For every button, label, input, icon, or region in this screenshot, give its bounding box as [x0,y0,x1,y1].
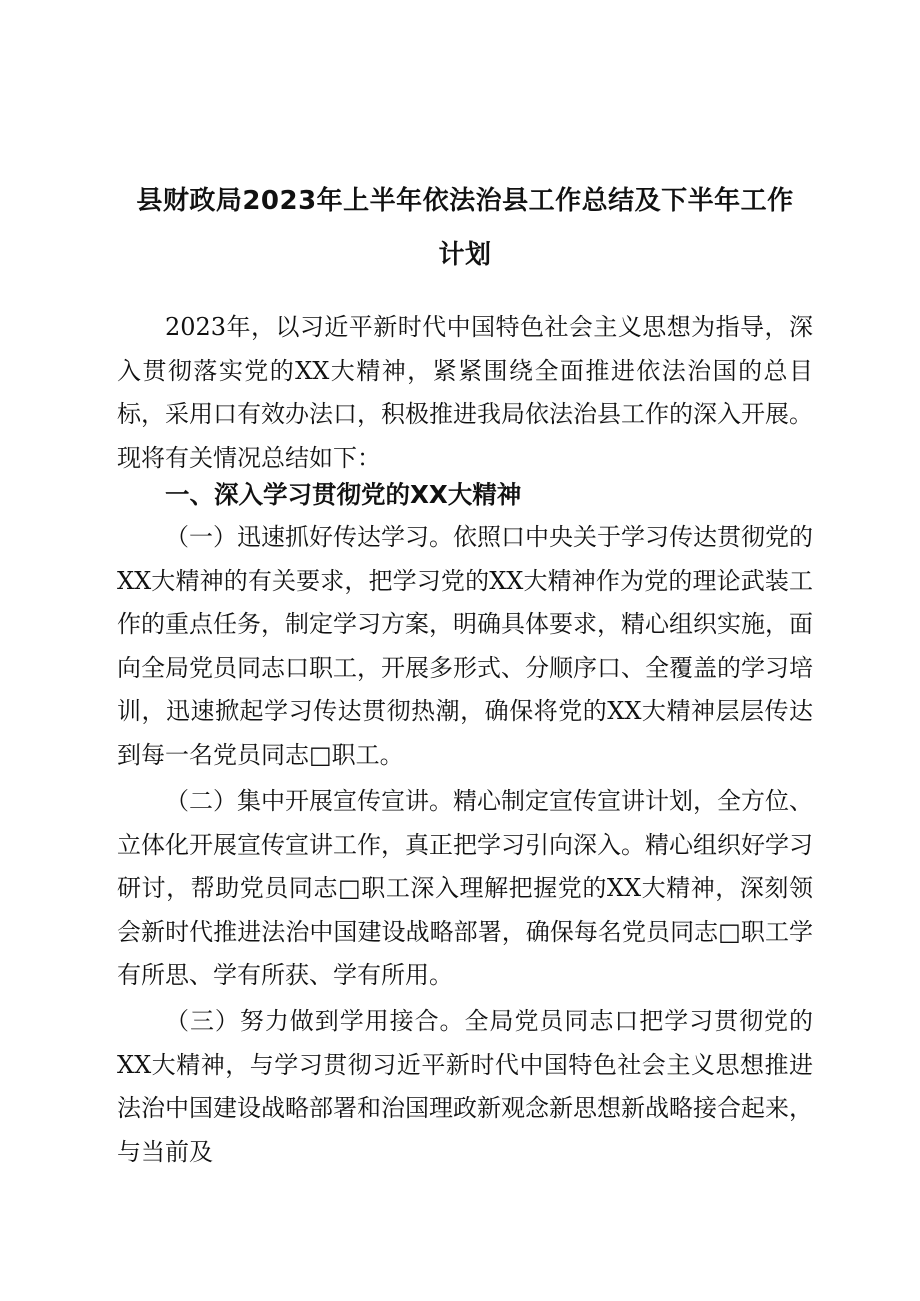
section-heading-1: 一、深入学习贯彻党的XX大精神 [165,480,522,509]
intro-paragraph: 2023年，以习近平新时代中国特色社会主义思想为指导，深入贯彻落实党的XX大精神，紧紧围绕全面推进依法治国的总目标，采用口有效办法口，积极推进我局依法治县工作的深入开展。现将有关情况总结如下： [117,313,813,472]
subsection-paragraph-1: （一）迅速抓好传达学习。依照口中央关于学习传达贯彻党的XX大精神的有关要求，把学习党的XX大精神作为党的理论武装工作的重点任务，制定学习方案，明确具体要求，精心组织实施，面向全局党员同志口职工，开展多形式、分顺序口、全覆盖的学习培训，迅速掀起学习传达贯彻热潮，确保将党的XX大精神层层传达到每一名党员同志□职工。 [117,523,813,769]
subsection-paragraph-2: （二）集中开展宣传宣讲。精心制定宣传宣讲计划，全方位、立体化开展宣传宣讲工作，真正把学习引向深入。精心组织好学习研讨，帮助党员同志□职工深入理解把握党的XX大精神，深刻领会新时代推进法治中国建设战略部署，确保每名党员同志□职工学有所思、学有所获、学有所用。 [117,787,813,989]
document-title-line-2: 计划 [438,240,492,270]
subsection-paragraph-3: （三）努力做到学用接合。全局党员同志口把学习贯彻党的XX大精神，与学习贯彻习近平新时代中国特色社会主义思想推进法治中国建设战略部署和治国理政新观念新思想新战略接合起来，与当前及 [117,1007,813,1166]
document-title-line-1: 县财政局2023年上半年依法治县工作总结及下半年工作 [136,186,794,216]
